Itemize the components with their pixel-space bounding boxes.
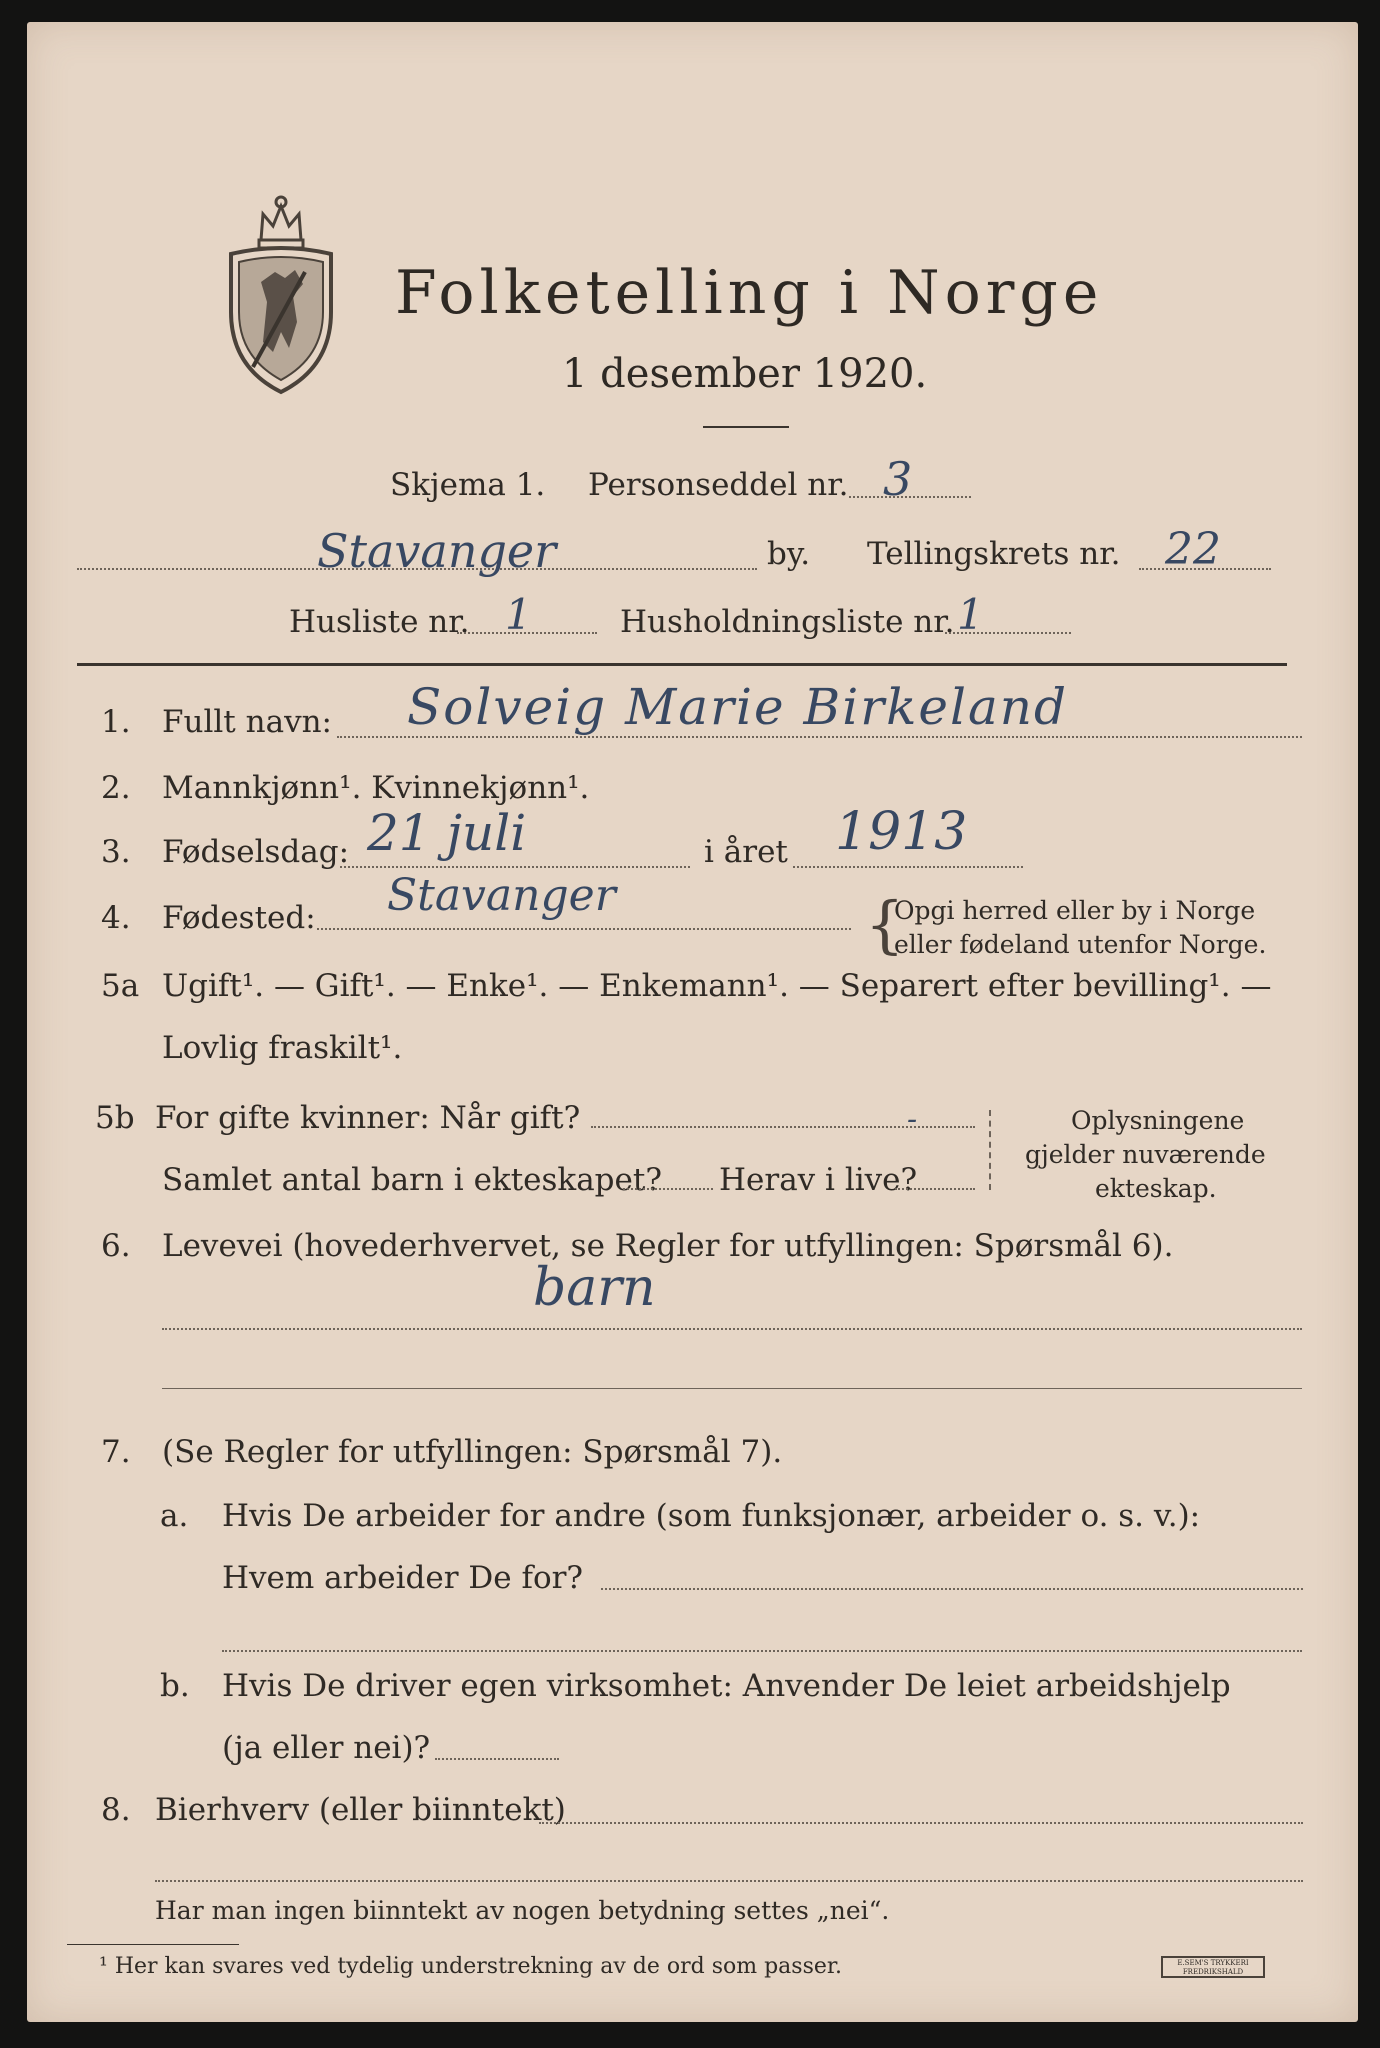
- personseddel-label: Personseddel nr.: [588, 467, 849, 503]
- tellingskrets-value: 22: [1165, 524, 1221, 575]
- census-form: [27, 22, 1358, 2022]
- birthplace-brace: {: [865, 888, 905, 961]
- q7b-letter: b.: [160, 1668, 190, 1704]
- q7-number: 7.: [101, 1434, 131, 1470]
- year-label: i året: [704, 834, 788, 870]
- q8-number: 8.: [101, 1792, 131, 1828]
- children-total-label: Samlet antal barn i ekteskapet?: [162, 1162, 662, 1198]
- children-alive-label: Herav i live?: [719, 1162, 918, 1198]
- footnote: ¹ Her kan svares ved tydelig understrekning av de ord som passer.: [99, 1954, 842, 1979]
- married-when-label: For gifte kvinner: Når gift?: [155, 1100, 581, 1136]
- husholdningsliste-value: 1: [957, 590, 984, 639]
- birth-year-value: 1913: [835, 802, 968, 862]
- birthplace-value: Stavanger: [387, 870, 616, 921]
- q8-label: Bierhverv (eller biinntekt): [155, 1792, 566, 1828]
- birthplace-note-1: Opgi herred eller by i Norge: [894, 896, 1256, 925]
- marriage-note-1: Oplysningene: [1071, 1106, 1245, 1135]
- form-date: 1 desember 1920.: [562, 351, 928, 397]
- by-label: by.: [767, 536, 811, 572]
- footnote-divider: [67, 1944, 239, 1945]
- q1-number: 1.: [101, 704, 131, 740]
- q3-number: 3.: [101, 834, 131, 870]
- printer-stamp: E.SEM'S TRYKKERI FREDRIKSHALD: [1161, 1956, 1265, 1978]
- skjema-label: Skjema 1.: [390, 467, 546, 503]
- children-total-field[interactable]: [623, 1188, 713, 1190]
- side-income-field-2[interactable]: [155, 1880, 1303, 1882]
- husliste-value: 1: [505, 590, 532, 639]
- occupation-value: barn: [533, 1258, 656, 1318]
- q4-label: Fødested:: [162, 900, 316, 936]
- gender-options[interactable]: Mannkjønn¹. Kvinnekjønn¹.: [162, 770, 590, 806]
- husholdningsliste-label: Husholdningsliste nr.: [620, 604, 955, 640]
- form-title: Folketelling i Norge: [395, 258, 1104, 328]
- q7b-line2: (ja eller nei)?: [222, 1730, 431, 1766]
- q5b-number: 5b: [95, 1100, 135, 1136]
- side-income-note: Har man ingen biinntekt av nogen betydning settes „nei“.: [155, 1896, 890, 1925]
- employer-field[interactable]: [601, 1588, 1303, 1590]
- birthday-value: 21 juli: [367, 804, 527, 862]
- q1-label: Fullt navn:: [162, 704, 332, 740]
- personseddel-value: 3: [883, 452, 913, 506]
- q6-label: Levevei (hovederhvervet, se Regler for utfyllingen: Spørsmål 6).: [162, 1228, 1174, 1264]
- q7a-line2: Hvem arbeider De for?: [222, 1560, 584, 1596]
- marital-status-options-2[interactable]: Lovlig fraskilt¹.: [162, 1030, 403, 1066]
- birthplace-field[interactable]: [317, 928, 851, 930]
- occupation-field-1[interactable]: [162, 1328, 1302, 1330]
- full-name-field[interactable]: [337, 736, 1302, 738]
- married-when-value: -: [907, 1102, 918, 1137]
- birthplace-note-2: eller fødeland utenfor Norge.: [894, 930, 1267, 959]
- marriage-note-3: ekteskap.: [1095, 1174, 1217, 1203]
- tellingskrets-label: Tellingskrets nr.: [867, 536, 1121, 572]
- birth-year-field[interactable]: [793, 866, 1023, 868]
- children-alive-field[interactable]: [895, 1188, 975, 1190]
- header-divider: [703, 426, 789, 428]
- q7a-letter: a.: [160, 1498, 189, 1534]
- full-name-value: Solveig Marie Birkeland: [407, 678, 1068, 736]
- q7-label: (Se Regler for utfyllingen: Spørsmål 7).: [162, 1434, 783, 1470]
- q7a-line1: Hvis De arbeider for andre (som funksjonær, arbeider o. s. v.):: [222, 1498, 1201, 1534]
- q2-number: 2.: [101, 770, 131, 806]
- q3-label: Fødselsdag:: [162, 834, 350, 870]
- marital-status-options[interactable]: Ugift¹. — Gift¹. — Enke¹. — Enkemann¹. — Separert efter bevilling¹. —: [162, 968, 1272, 1004]
- q4-number: 4.: [101, 900, 131, 936]
- q5a-number: 5a: [101, 968, 140, 1004]
- coat-of-arms-icon: [223, 192, 339, 402]
- employer-field-2[interactable]: [222, 1650, 1302, 1652]
- husliste-label: Husliste nr.: [289, 604, 470, 640]
- married-when-field[interactable]: [591, 1126, 975, 1128]
- occupation-field-2[interactable]: [162, 1388, 1302, 1389]
- q7b-line1: Hvis De driver egen virksomhet: Anvender De leiet arbeidshjelp: [222, 1668, 1231, 1704]
- side-income-field[interactable]: [539, 1822, 1303, 1824]
- marriage-note-2: gjelder nuværende: [1025, 1140, 1266, 1169]
- place-value: Stavanger: [317, 524, 557, 578]
- section-divider: [77, 663, 1287, 666]
- q6-number: 6.: [101, 1228, 131, 1264]
- birthday-field[interactable]: [340, 866, 690, 868]
- marriage-note-brace: [989, 1110, 991, 1190]
- hired-help-field[interactable]: [435, 1758, 559, 1760]
